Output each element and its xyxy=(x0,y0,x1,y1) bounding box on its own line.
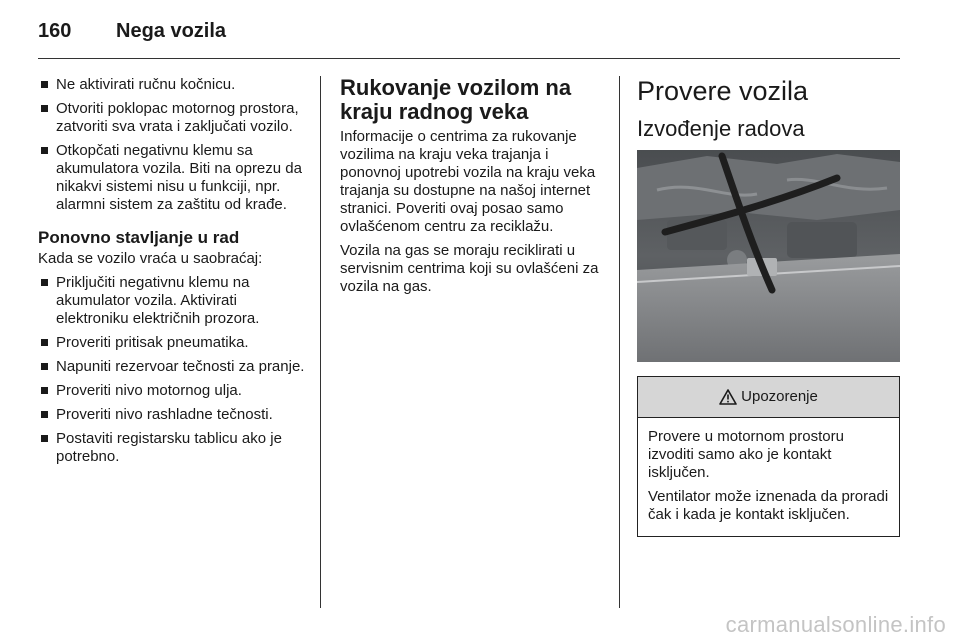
page-header xyxy=(38,20,226,43)
list-item: Postaviti registarsku tablicu ako je potrebno. xyxy=(38,430,308,466)
column-middle xyxy=(340,76,602,302)
list-item: Otkopčati negativnu klemu sa akumulatora vozila. Biti na oprezu da nikakvi sistemi nisu u funkciji, npr. alarmni sistem za zaštitu od krađe. xyxy=(38,142,308,214)
section-heading-end-of-life: Rukovanje vozilom na kraju radnog veka xyxy=(340,75,572,124)
warning-title: Upozorenje xyxy=(741,388,818,405)
column-divider xyxy=(619,76,620,608)
warning-header xyxy=(638,377,899,418)
column-divider xyxy=(320,76,321,608)
page-title: Nega vozila xyxy=(116,20,227,42)
paragraph: Informacije o centrima za rukovanje vozilima na kraju veka trajanja i ponovnoj upotrebi vozila na kraju veka trajanja su dostupne na našoj internet stranici. Poveriti ovaj posao samo ovlašćenom centru za reciklažu. xyxy=(340,128,596,235)
intro-text: Kada se vozilo vraća u saobraćaj: xyxy=(38,250,263,267)
paragraph: Vozila na gas se moraju reciklirati u servisnim centrima koji su ovlašćeni za vozila na gas. xyxy=(340,242,599,295)
warning-paragraph: Provere u motornom prostoru izvoditi samo ako je kontakt isključen. xyxy=(648,428,844,481)
warning-paragraph: Ventilator može iznenada da proradi čak i kada je kontakt isključen. xyxy=(648,488,889,523)
section-heading-vehicle-checks: Provere vozila xyxy=(637,76,809,106)
column-left xyxy=(38,76,308,472)
list-item: Otvoriti poklopac motornog prostora, zatvoriti sva vrata i zaključati vozilo. xyxy=(38,100,308,136)
watermark: carmanualsonline.info xyxy=(725,612,946,637)
subheading-restart: Ponovno stavljanje u rad xyxy=(38,228,240,247)
warning-triangle-icon xyxy=(719,389,737,405)
list-item: Proveriti pritisak pneumatika. xyxy=(38,334,308,352)
list-item: Priključiti negativnu klemu na akumulator vozila. Aktivirati elektroniku električnih prozora. xyxy=(38,274,308,328)
header-rule xyxy=(38,58,900,59)
list-item: Proveriti nivo rashladne tečnosti. xyxy=(38,406,308,424)
bullet-list-storage xyxy=(38,76,308,214)
subheading-performing-work: Izvođenje radova xyxy=(637,116,805,141)
page-number: 160 xyxy=(38,20,72,42)
column-right xyxy=(637,76,900,537)
engine-bay-photo xyxy=(637,150,900,362)
list-item: Proveriti nivo motornog ulja. xyxy=(38,382,308,400)
warning-box xyxy=(637,376,900,537)
bullet-list-restart xyxy=(38,274,308,466)
list-item: Ne aktivirati ručnu kočnicu. xyxy=(38,76,308,94)
list-item: Napuniti rezervoar tečnosti za pranje. xyxy=(38,358,308,376)
warning-body xyxy=(638,418,899,536)
